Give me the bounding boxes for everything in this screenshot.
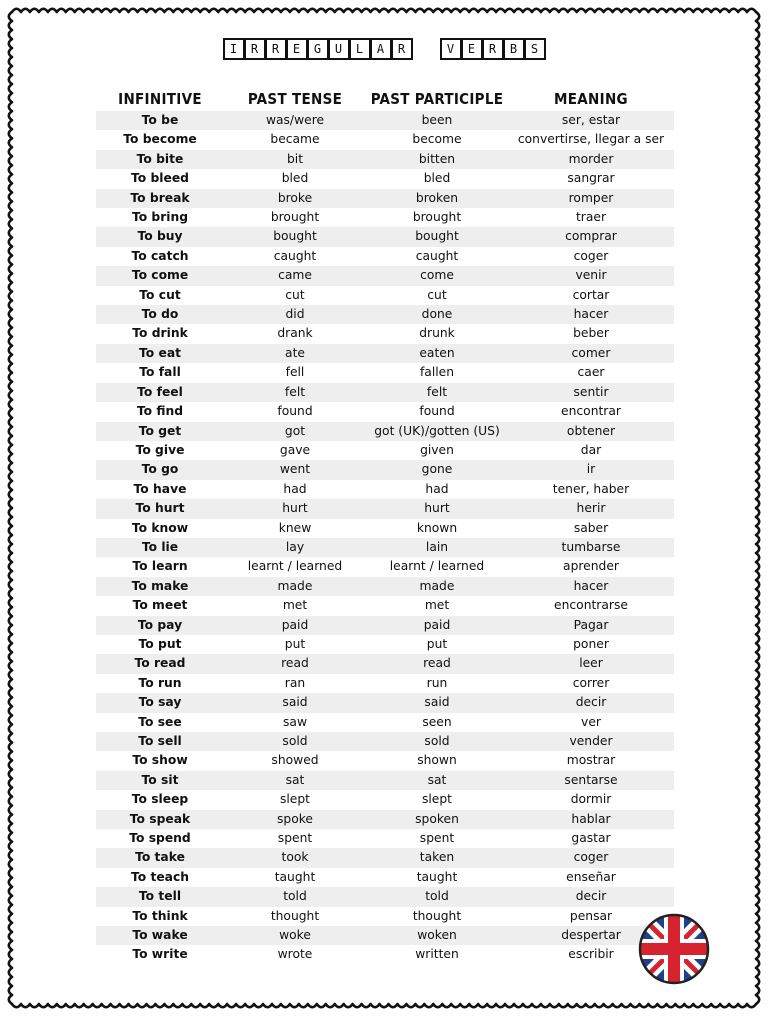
cell-past-tense: ran [284,675,306,690]
cell-meaning: encontrar [561,404,621,419]
cell-past-participle: met [424,598,450,613]
cell-meaning: enseñar [566,869,616,884]
cell-infinitive: To feel [96,383,224,402]
table-row [96,460,674,479]
cell-meaning: hablar [508,810,674,829]
cell-infinitive: To read [96,654,224,673]
title-letter-box: L [349,38,371,60]
title-letter-box: R [391,38,413,60]
cell-meaning: escribir [568,947,614,962]
table-header-row [96,87,674,111]
cell-past-participle: given [420,442,454,457]
cell-infinitive: To cut [139,287,181,302]
cell-past-tense: became [270,132,320,147]
table-body [96,111,674,965]
cell-past-tense: gave [279,442,311,457]
cell-past-tense: lay [224,538,366,557]
cell-infinitive: To write [132,947,188,962]
cell-past-participle: thought [412,908,462,923]
cell-meaning: ir [508,460,674,479]
table-row [96,868,674,887]
cell-infinitive: To do [96,305,224,324]
cell-infinitive: To drink [132,326,188,341]
table-row [96,751,674,770]
cell-past-participle: written [415,947,459,962]
irregular-verbs-table [96,87,674,965]
cell-meaning: comprar [508,227,674,246]
cell-infinitive: To learn [132,559,188,574]
cell-past-participle: hurt [366,499,508,518]
table-row [96,227,674,246]
table-row [96,344,674,363]
cell-meaning: morder [508,150,674,169]
cell-past-participle: seen [422,714,452,729]
cell-past-participle: gone [366,460,508,479]
table-row [96,557,674,576]
cell-meaning: coger [573,248,609,263]
cell-meaning: despertar [508,926,674,945]
cell-past-participle: taken [366,848,508,867]
uk-flag-icon [638,913,710,985]
cell-past-participle: found [419,404,455,419]
cell-past-participle: bought [366,227,508,246]
cell-meaning: sentarse [508,771,674,790]
cell-past-tense: drank [277,326,313,341]
cell-infinitive: To lie [96,538,224,557]
cell-past-tense: got [224,422,366,441]
table-row [96,829,674,848]
cell-past-tense: saw [283,714,307,729]
cell-past-participle: fallen [419,365,455,380]
cell-past-tense: did [224,305,366,324]
cell-past-participle: bitten [366,150,508,169]
cell-infinitive: To fall [139,365,181,380]
cell-past-tense: taught [274,869,316,884]
cell-past-participle: cut [427,287,447,302]
cell-meaning: sangrar [567,171,615,186]
cell-meaning: Pagar [508,616,674,635]
table-row [96,635,674,654]
cell-infinitive: To wake [96,926,224,945]
cell-past-participle: become [412,132,462,147]
title-letter-box: I [223,38,245,60]
table-row [96,422,674,441]
cell-infinitive: To say [96,693,224,712]
cell-infinitive: To know [131,520,189,535]
table-row [96,732,674,751]
table-row [96,208,674,227]
cell-past-tense: caught [273,248,317,263]
cell-infinitive: To eat [96,344,224,363]
cell-past-tense: wrote [277,947,313,962]
cell-infinitive: To be [96,111,224,130]
cell-infinitive: To break [96,189,224,208]
cell-infinitive: To bring [131,210,189,225]
cell-infinitive: To sell [96,732,224,751]
cell-past-tense: sold [224,732,366,751]
cell-infinitive: To bleed [131,171,189,186]
header-past-tense: PAST TENSE [247,90,343,108]
cell-past-tense: thought [270,908,320,923]
title-letter-box: R [482,38,504,60]
cell-meaning: ver [581,714,601,729]
cell-past-participle: shown [417,753,457,768]
cell-meaning: traer [575,210,607,225]
cell-past-tense: woke [224,926,366,945]
cell-past-participle: sold [366,732,508,751]
cell-past-participle: sat [366,771,508,790]
cell-past-tense: showed [271,753,319,768]
cell-meaning: dar [580,442,602,457]
cell-past-participle: been [366,111,508,130]
cell-past-participle: read [366,654,508,673]
cell-infinitive: To speak [96,810,224,829]
cell-meaning: decir [508,887,674,906]
cell-infinitive: To think [132,908,188,923]
cell-past-participle: bled [423,171,451,186]
cell-meaning: vender [508,732,674,751]
cell-infinitive: To spend [129,831,191,846]
cell-infinitive: To run [138,675,182,690]
cell-infinitive: To pay [96,616,224,635]
cell-past-participle: taught [416,869,458,884]
table-row [96,305,674,324]
cell-meaning: comer [508,344,674,363]
title-letter-box: V [440,38,462,60]
cell-infinitive: To have [133,481,187,496]
table-row [96,266,674,285]
table-row [96,887,674,906]
cell-infinitive: To make [96,577,224,596]
cell-past-participle: known [416,520,458,535]
cell-meaning: beber [573,326,609,341]
cell-infinitive: To catch [131,248,189,263]
cell-past-tense: had [283,481,307,496]
cell-meaning: poner [573,636,609,651]
cell-past-participle: put [426,636,448,651]
title-letter-box: A [370,38,392,60]
cell-past-tense: found [277,404,313,419]
cell-infinitive: To come [96,266,224,285]
table-row [96,111,674,130]
table-row [96,383,674,402]
cell-meaning: saber [573,520,609,535]
title-letter-box: R [244,38,266,60]
cell-meaning: hacer [508,305,674,324]
title-letter-box: B [503,38,525,60]
cell-infinitive: To become [123,132,197,147]
cell-past-participle: spoken [366,810,508,829]
cell-infinitive: To meet [132,598,188,613]
table-row [96,790,674,809]
cell-past-tense: cut [285,287,305,302]
title-letter-box: G [307,38,329,60]
cell-past-tense: bought [224,227,366,246]
title-letter-box: E [461,38,483,60]
table-row [96,247,674,266]
cell-past-participle: done [366,305,508,324]
table-row [96,130,674,149]
cell-past-tense: knew [278,520,312,535]
cell-meaning: pensar [569,908,613,923]
table-row [96,848,674,867]
cell-past-tense: took [224,848,366,867]
table-row [96,577,674,596]
cell-infinitive: To find [136,404,184,419]
cell-past-participle: slept [421,792,453,807]
cell-past-tense: came [224,266,366,285]
cell-infinitive: To tell [96,887,224,906]
table-row [96,945,674,964]
header-infinitive: INFINITIVE [118,90,202,108]
cell-meaning: venir [508,266,674,285]
cell-infinitive: To go [96,460,224,479]
cell-meaning: leer [508,654,674,673]
cell-past-participle: learnt / learned [389,559,485,574]
cell-past-participle: paid [366,616,508,635]
header-meaning: MEANING [554,90,628,108]
cell-meaning: aprender [563,559,619,574]
cell-meaning: cortar [572,287,610,302]
cell-past-tense: read [224,654,366,673]
cell-meaning: gastar [571,831,611,846]
page-title [0,38,768,60]
cell-past-tense: fell [285,365,305,380]
table-row [96,693,674,712]
cell-meaning: ser, estar [508,111,674,130]
cell-meaning: encontrarse [554,598,628,613]
cell-past-participle: come [366,266,508,285]
cell-past-tense: brought [270,210,320,225]
cell-past-participle: lain [366,538,508,557]
table-row [96,480,674,499]
cell-meaning: coger [508,848,674,867]
cell-meaning: dormir [570,792,612,807]
cell-past-tense: was/were [224,111,366,130]
cell-infinitive: To put [138,636,182,651]
cell-infinitive: To take [96,848,224,867]
cell-past-tense: paid [224,616,366,635]
cell-past-tense: ate [224,344,366,363]
cell-meaning: hacer [508,577,674,596]
table-row [96,441,674,460]
table-row [96,150,674,169]
cell-infinitive: To show [132,753,188,768]
table-row [96,499,674,518]
cell-meaning: convertirse, llegar a ser [517,132,665,147]
cell-meaning: obtener [508,422,674,441]
cell-past-tense: spent [277,831,313,846]
table-row [96,286,674,305]
cell-infinitive: To give [135,442,185,457]
cell-past-participle: made [366,577,508,596]
table-row [96,519,674,538]
title-letter-box: E [286,38,308,60]
cell-past-participle: broken [366,189,508,208]
cell-past-participle: had [425,481,449,496]
cell-past-tense: hurt [224,499,366,518]
table-row [96,324,674,343]
cell-infinitive: To see [138,714,182,729]
cell-past-tense: sat [224,771,366,790]
table-row [96,771,674,790]
title-letter-box: R [265,38,287,60]
cell-past-tense: learnt / learned [247,559,343,574]
cell-past-participle: said [366,693,508,712]
cell-past-participle: told [366,887,508,906]
cell-meaning: tumbarse [508,538,674,557]
cell-past-tense: told [224,887,366,906]
cell-past-tense: spoke [224,810,366,829]
cell-past-participle: eaten [366,344,508,363]
cell-infinitive: To buy [96,227,224,246]
title-letter-boxes [223,38,545,60]
cell-past-participle: drunk [419,326,455,341]
cell-past-tense: bled [281,171,309,186]
cell-past-participle: got (UK)/gotten (US) [366,422,508,441]
cell-past-tense: went [224,460,366,479]
table-row [96,169,674,188]
cell-past-participle: felt [366,383,508,402]
title-letter-box: U [328,38,350,60]
table-row [96,616,674,635]
cell-past-participle: caught [415,248,459,263]
table-row [96,907,674,926]
cell-past-tense: made [224,577,366,596]
table-row [96,926,674,945]
cell-meaning: tener, haber [552,481,630,496]
cell-infinitive: To teach [130,869,190,884]
table-row [96,402,674,421]
table-row [96,538,674,557]
cell-past-tense: slept [279,792,311,807]
cell-infinitive: To hurt [96,499,224,518]
table-row [96,654,674,673]
cell-meaning: decir [508,693,674,712]
cell-past-tense: broke [224,189,366,208]
header-past-participle: PAST PARTICIPLE [370,90,504,108]
cell-past-tense: put [284,636,306,651]
cell-meaning: mostrar [566,753,616,768]
cell-past-tense: bit [224,150,366,169]
cell-past-participle: run [426,675,448,690]
cell-past-tense: said [224,693,366,712]
table-row [96,596,674,615]
table-row [96,713,674,732]
table-row [96,189,674,208]
cell-meaning: herir [508,499,674,518]
cell-infinitive: To sleep [131,792,189,807]
cell-past-tense: felt [224,383,366,402]
cell-past-participle: woken [366,926,508,945]
table-row [96,810,674,829]
cell-past-participle: spent [419,831,455,846]
title-letter-box: S [524,38,546,60]
cell-meaning: sentir [508,383,674,402]
cell-past-tense: met [282,598,308,613]
cell-infinitive: To bite [96,150,224,169]
table-row [96,363,674,382]
cell-past-participle: brought [412,210,462,225]
cell-meaning: romper [508,189,674,208]
cell-meaning: caer [577,365,605,380]
cell-meaning: correr [572,675,610,690]
cell-infinitive: To sit [96,771,224,790]
cell-infinitive: To get [96,422,224,441]
table-row [96,674,674,693]
